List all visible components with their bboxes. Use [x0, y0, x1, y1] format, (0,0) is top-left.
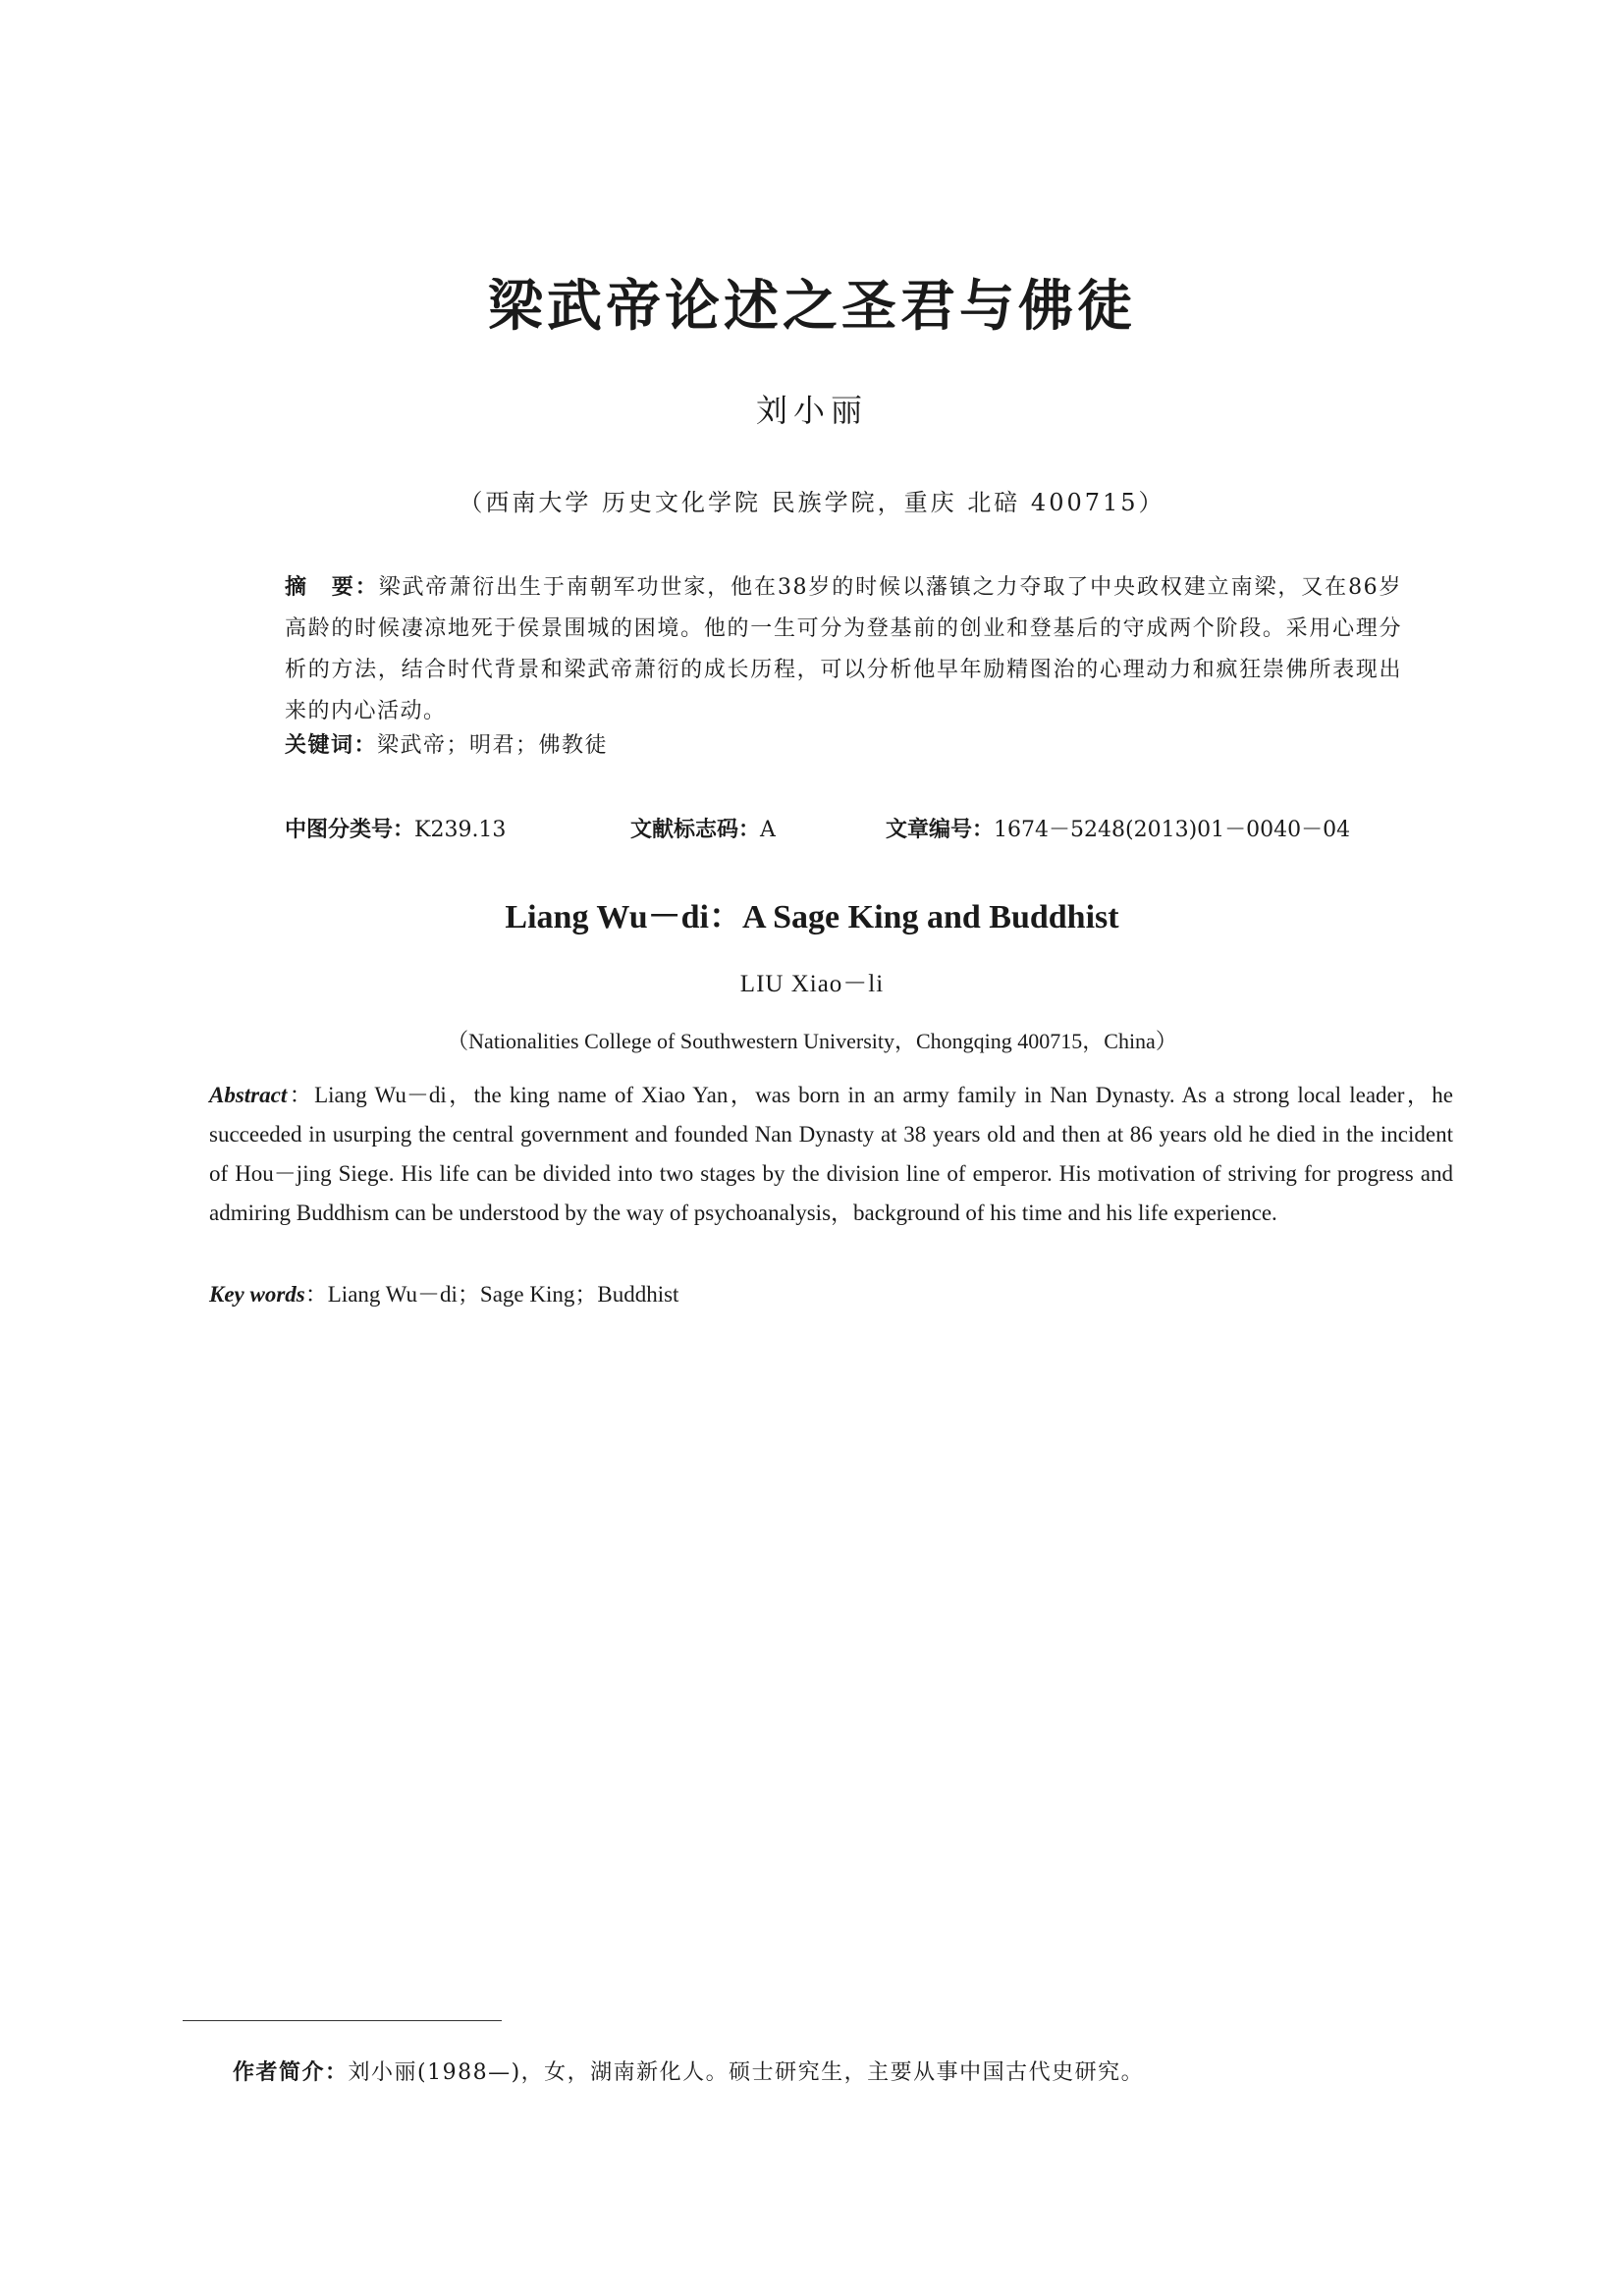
abstract-en-sep: ： [287, 1083, 315, 1107]
abstract-cn-text: 梁武帝萧衍出生于南朝军功世家，他在38岁的时候以藩镇之力夺取了中央政权建立南梁，又在86岁高龄的时候凄凉地死于侯景围城的困境。他的一生可分为登基前的创业和登基后的守成两个阶段。采用心理分析的方法，结合时代背景和梁武帝萧衍的成长历程，可以分析他早年励精图治的心理动力和疯狂崇佛所表现出来的内心活动。 [285, 575, 1402, 723]
footnote-divider [183, 2020, 502, 2021]
clc-number [285, 813, 506, 843]
author-en: LIU Xiao－li [739, 971, 885, 997]
keywords-en-text: Liang Wu－di；Sage King；Buddhist [327, 1282, 679, 1307]
abstract-cn [285, 567, 1402, 732]
clc-label: 中图分类号： [285, 818, 415, 842]
abstract-en [209, 1076, 1453, 1233]
abstract-cn-label: 摘 要： [285, 575, 379, 600]
document-code [630, 813, 776, 843]
keywords-en-label: Key words [209, 1282, 305, 1307]
doc-code-label: 文献标志码： [630, 818, 761, 842]
affiliation-en: （Nationalities College of Southwestern University，Chongqing 400715，China） [447, 1029, 1177, 1053]
abstract-en-text: Liang Wu－di，the king name of Xiao Yan，was born in an army family in Nan Dynasty. As a strong local leader，he succeeded in usurping the central government and founded Nan Dynasty at 38 years old and then at 86 years old he died in the incident of Hou－jing Siege. His life can be divided into two stages by the division line of emperor. His motivation of striving for progress and admiring Buddhism can be understood by the way of psychoanalysis，background of his time and his life experience. [209, 1083, 1454, 1225]
article-number-value: 1674－5248(2013)01－0040－04 [994, 818, 1351, 842]
doc-code-value: A [760, 818, 776, 842]
paper-title-cn: 梁武帝论述之圣君与佛徒 [488, 274, 1136, 339]
keywords-cn-text: 梁武帝；明君；佛教徒 [377, 733, 609, 758]
author-cn: 刘小丽 [755, 392, 868, 429]
abstract-en-label: Abstract [209, 1083, 288, 1107]
paper-title-en: Liang Wu－di：A Sage King and Buddhist [505, 899, 1119, 935]
clc-value: K239.13 [414, 818, 507, 842]
keywords-en-sep: ： [304, 1282, 328, 1307]
affiliation-cn: （西南大学 历史文化学院 民族学院，重庆 北碚 400715） [459, 489, 1165, 516]
keywords-en [209, 1276, 1453, 1308]
footnote-text: 刘小丽(1988—)，女，湖南新化人。硕士研究生，主要从事中国古代史研究。 [348, 2060, 1145, 2085]
footnote-label: 作者简介： [233, 2060, 349, 2085]
keywords-cn [285, 728, 1365, 759]
article-number-label: 文章编号： [886, 818, 995, 842]
keywords-cn-label: 关键词： [285, 733, 378, 758]
author-bio-footnote [233, 2056, 1411, 2086]
article-number [886, 813, 1350, 843]
